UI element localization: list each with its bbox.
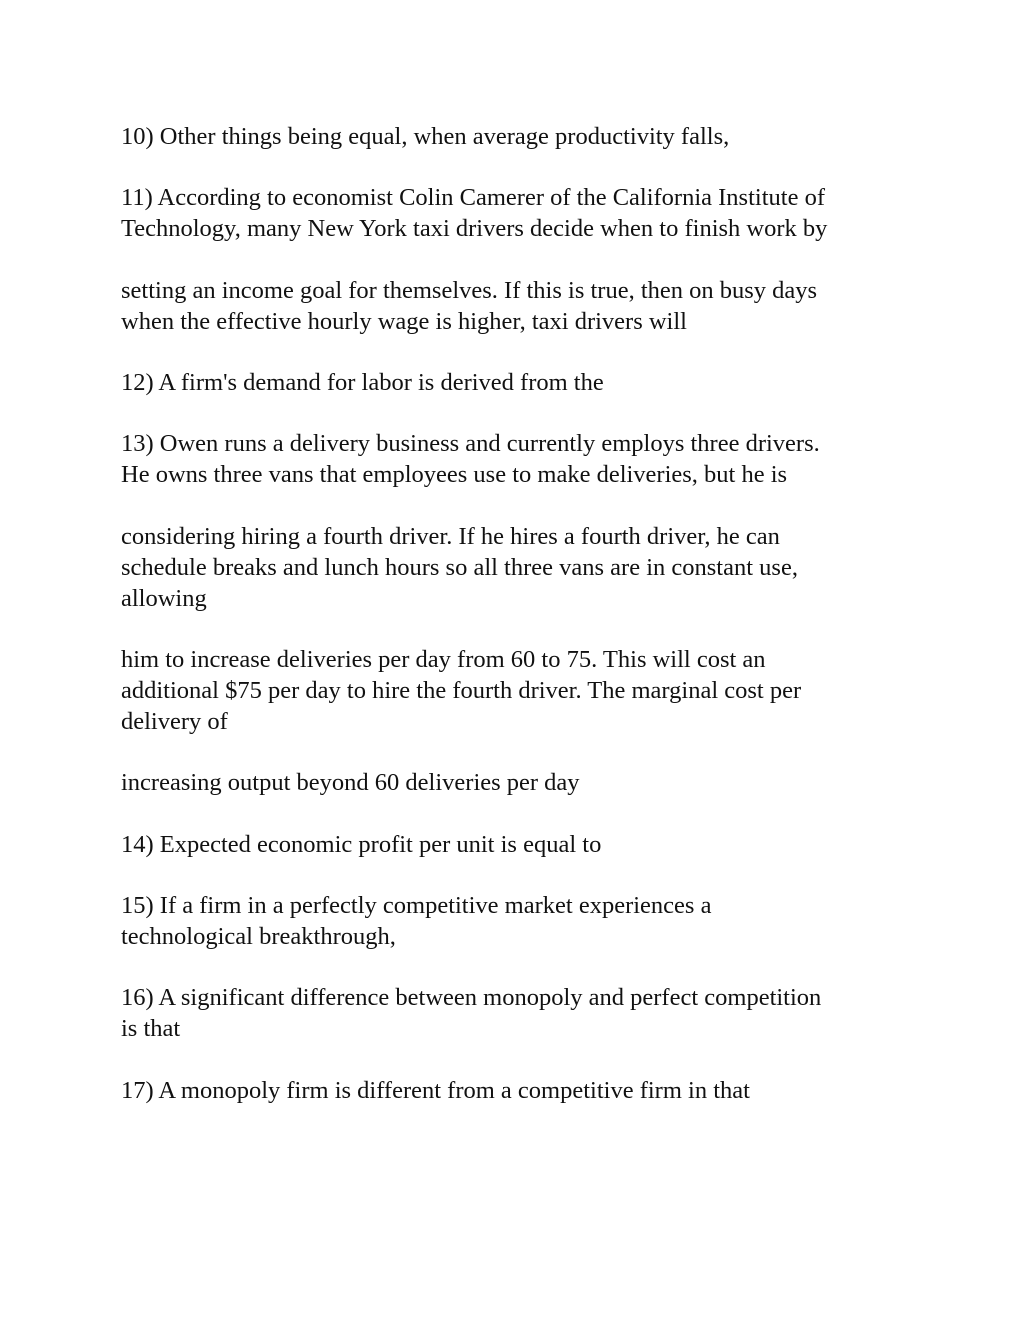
question-13-continuation-paragraph	[121, 521, 911, 614]
text-line: delivery of	[121, 708, 228, 735]
question-16-paragraph	[121, 982, 911, 1044]
text-line: 11) According to economist Colin Camerer of the California Institute of	[121, 184, 825, 211]
question-15-paragraph	[121, 890, 911, 952]
text-line: technological breakthrough,	[121, 923, 396, 950]
text-line: 10) Other things being equal, when average productivity falls,	[121, 123, 730, 150]
text-line: allowing	[121, 585, 207, 612]
question-12-paragraph	[121, 367, 911, 398]
text-line: schedule breaks and lunch hours so all three vans are in constant use,	[121, 554, 798, 581]
question-11-continuation-paragraph	[121, 275, 911, 337]
text-line: considering hiring a fourth driver. If he hires a fourth driver, he can	[121, 523, 780, 550]
question-10-paragraph	[121, 121, 911, 152]
text-line: Technology, many New York taxi drivers decide when to finish work by	[121, 215, 828, 242]
text-line: is that	[121, 1015, 181, 1042]
text-line: 14) Expected economic profit per unit is equal to	[121, 831, 602, 858]
text-line: 13) Owen runs a delivery business and currently employs three drivers.	[121, 430, 820, 457]
text-line: setting an income goal for themselves. If this is true, then on busy days	[121, 277, 818, 304]
question-13-continuation-paragraph	[121, 767, 911, 798]
text-line: additional $75 per day to hire the fourth driver. The marginal cost per	[121, 677, 802, 704]
text-line: 16) A significant difference between monopoly and perfect competition	[121, 984, 822, 1011]
text-line: increasing output beyond 60 deliveries per day	[121, 769, 580, 796]
text-line: He owns three vans that employees use to make deliveries, but he is	[121, 461, 788, 488]
question-17-paragraph	[121, 1075, 911, 1106]
text-line: him to increase deliveries per day from 60 to 75. This will cost an	[121, 646, 766, 673]
text-line: 17) A monopoly firm is different from a competitive firm in that	[121, 1077, 750, 1104]
question-13-continuation-paragraph	[121, 644, 911, 737]
text-line: 12) A firm's demand for labor is derived from the	[121, 369, 604, 396]
text-line: when the effective hourly wage is higher, taxi drivers will	[121, 308, 687, 335]
question-14-paragraph	[121, 829, 911, 860]
text-line: 15) If a firm in a perfectly competitive market experiences a	[121, 892, 712, 919]
question-11-paragraph	[121, 182, 911, 244]
question-13-paragraph	[121, 428, 911, 490]
